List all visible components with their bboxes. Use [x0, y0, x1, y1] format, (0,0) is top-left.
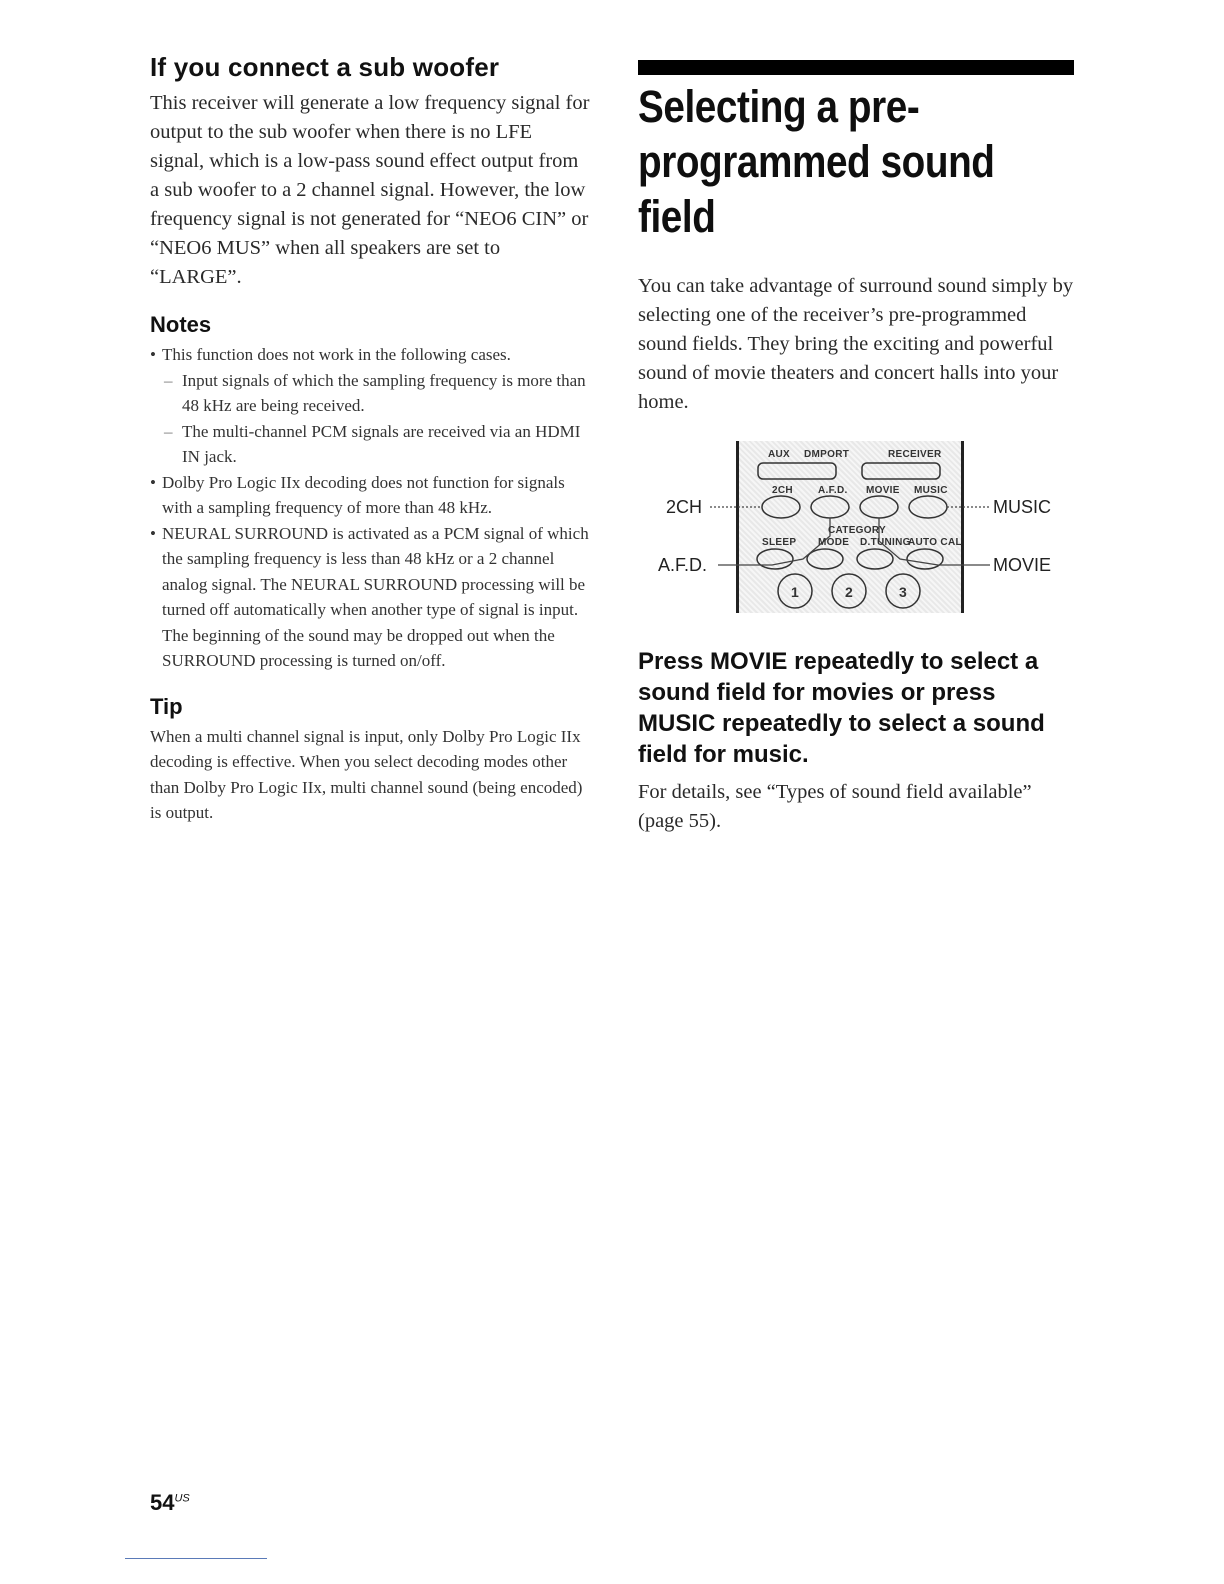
remote-label: MODE [818, 537, 850, 548]
sub-woofer-heading: If you connect a sub woofer [150, 52, 500, 82]
callout-afd: A.F.D. [658, 555, 708, 575]
note-item: • Dolby Pro Logic IIx decoding does not function for signals with a sampling frequency of more than 48 kHz. [150, 470, 590, 521]
remote-label: DMPORT [804, 449, 850, 460]
sub-note-item: – Input signals of which the sampling frequency is more than 48 kHz are being received. [162, 368, 590, 419]
step-instruction: Press MOVIE repeatedly to select a sound field for movies or press MUSIC repeatedly to select a sound field for music. [638, 648, 1045, 768]
note-text: This function does not work in the following cases. [162, 345, 511, 364]
sub-woofer-body: This receiver will generate a low frequency signal for output to the sub woofer when there is no LFE signal, which is a low-pass sound effect output from a sub woofer to a 2 channel signal. However, the low frequency signal is not generated for “NEO6 CIN” or “NEO6 MUS” when all speakers are set to “LARGE”. [150, 92, 590, 288]
page-number-value: 54 [150, 1490, 175, 1515]
left-column [150, 52, 590, 826]
remote-label: 2CH [772, 485, 793, 496]
tip-heading: Tip [150, 693, 183, 719]
remote-label: RECEIVER [888, 449, 942, 460]
remote-label: A.F.D. [818, 485, 848, 496]
number-key-2: 2 [845, 584, 854, 600]
number-key-1: 1 [791, 584, 800, 600]
remote-label: SLEEP [762, 537, 797, 548]
sub-note-item: – The multi-channel PCM signals are received via an HDMI IN jack. [162, 419, 590, 470]
right-column [638, 60, 1078, 836]
note-item [150, 342, 590, 470]
notes-heading: Notes [150, 312, 212, 337]
remote-label: CATEGORY [828, 525, 886, 536]
callout-2ch: 2CH [666, 497, 703, 517]
details-reference: For details, see “Types of sound field available” (page 55). [638, 781, 1032, 832]
page-number [150, 1490, 190, 1516]
remote-label: MUSIC [914, 485, 948, 496]
number-key-3: 3 [899, 584, 908, 600]
page-number-suffix: US [174, 1492, 190, 1505]
tip-body: When a multi channel signal is input, only Dolby Pro Logic IIx decoding is effective. When you select decoding modes other than Dolby Pro Logic IIx, multi channel sound (being encoded) is output. [150, 726, 583, 822]
sub-notes-list [162, 368, 590, 470]
remote-label: AUTO CAL [908, 537, 962, 548]
note-item: • NEURAL SURROUND is activated as a PCM signal of which the sampling frequency is less than 48 kHz or a 2 channel analog signal. The NEURAL SURROUND processing will be turned off automatically when another type of signal is input. The beginning of the sound may be dropped out when the SURROUND processing is turned on/off. [150, 521, 590, 674]
footer-rule [125, 1558, 267, 1559]
intro-text: You can take advantage of surround sound simply by selecting one of the receiver’s pre-programmed sound fields. They bring the exciting and powerful sound of movie theaters and concert halls into your home. [638, 275, 1074, 413]
notes-list [150, 342, 590, 674]
remote-label: AUX [768, 449, 791, 460]
page-title: Selecting a pre-programmed sound field [638, 81, 995, 242]
remote-diagram [638, 441, 1078, 616]
title-rule [638, 60, 1074, 75]
callout-movie: MOVIE [993, 555, 1052, 575]
remote-label: D.TUNING [860, 537, 911, 548]
remote-label: MOVIE [866, 485, 900, 496]
callout-music: MUSIC [993, 497, 1051, 517]
